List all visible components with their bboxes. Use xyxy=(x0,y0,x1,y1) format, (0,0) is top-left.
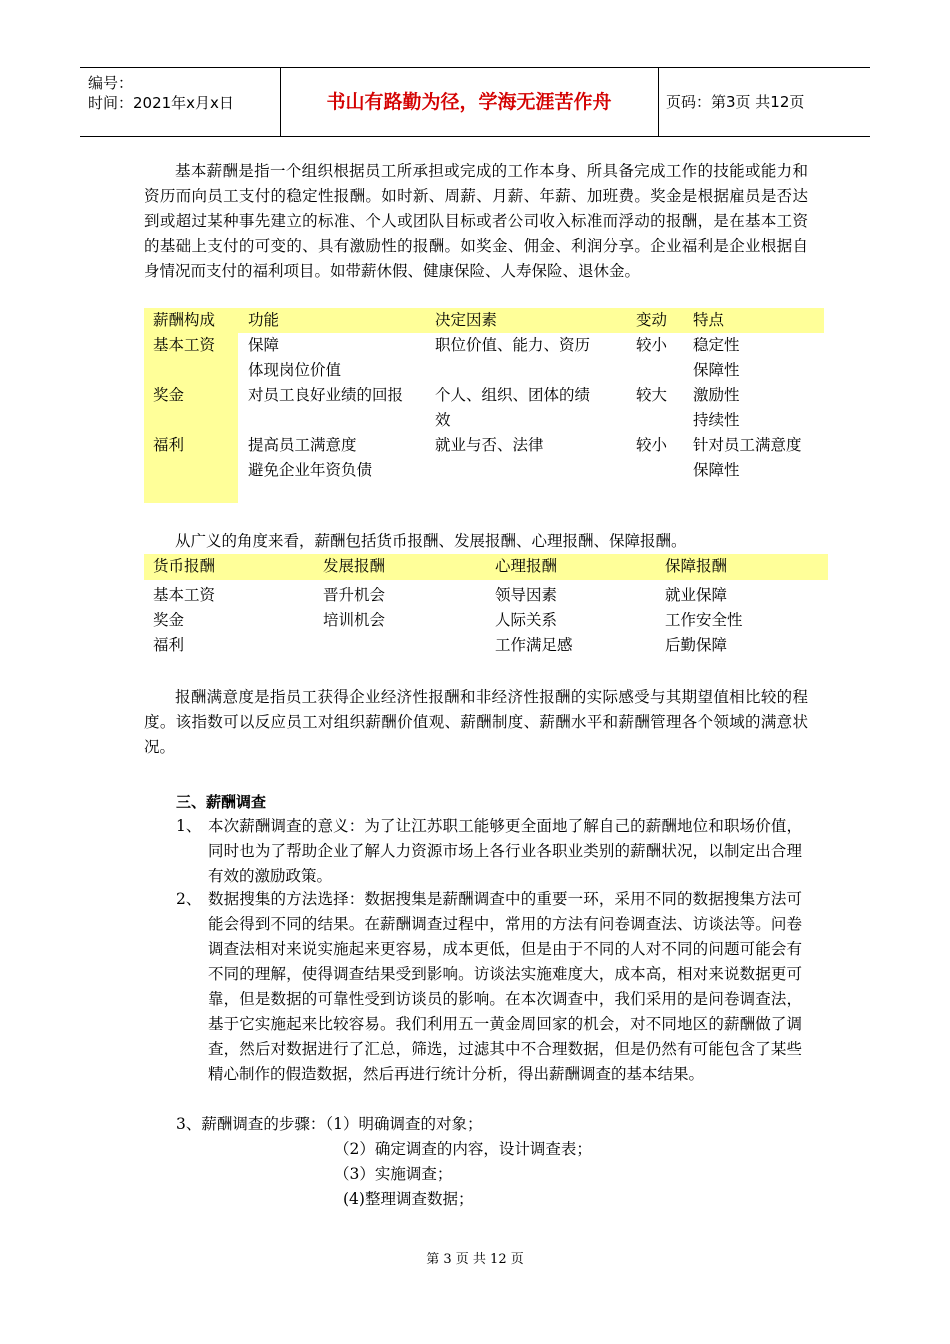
list-item-number: 1、 xyxy=(176,817,202,835)
table-cell: 福利 xyxy=(153,636,185,654)
table-cell: 持续性 xyxy=(693,411,740,429)
table-cell: 工作满足感 xyxy=(495,636,573,654)
table-cell: 保障 xyxy=(248,336,280,354)
table-cell: 职位价值、能力、资历 xyxy=(435,336,591,354)
table-cell: 对员工良好业绩的回报 xyxy=(248,386,404,404)
table-cell: 基本工资 xyxy=(153,336,216,354)
table-header-cell: 心理报酬 xyxy=(495,557,558,575)
paragraph-basic-salary: 基本薪酬是指一个组织根据员工所承担或完成的工作本身、所具备完成工作的技能或能力和资历而向员工支付的稳定性报酬。如时新、周薪、月薪、年薪、加班费。奖金是根据雇员是否达到或超过某种事先建立的标准、个人或团队目标或者公司收入标准而浮动的报酬，是在基本工资的基础上支付的可变的、具有激励性的报酬。如奖金、佣金、利润分享。企业福利是企业根据自身情况而支付的福利项目。如带薪休假、健康保险、人寿保险、退休金。 xyxy=(144,162,808,280)
table-header-cell: 变动 xyxy=(636,311,668,329)
table-cell: 较小 xyxy=(636,336,668,354)
step-item: (4)整理调查数据； xyxy=(343,1190,474,1208)
table-cell: 奖金 xyxy=(153,386,185,404)
table-header-cell: 决定因素 xyxy=(435,311,498,329)
table-cell: 针对员工满意度 xyxy=(693,436,802,454)
table-header-cell: 功能 xyxy=(248,311,280,329)
list-item-text: 数据搜集的方法选择：数据搜集是薪酬调查中的重要一环，采用不同的数据搜集方法可能会得到不同的结果。在薪酬调查过程中，常用的方法有问卷调查法、访谈法等。问卷调查法相对来说实施起来更容易，成本更低，但是由于不同的人对不同的问题可能会有不同的理解，使得调查结果受到影响。访谈法实施难度大，成本高，相对来说数据更可靠，但是数据的可靠性受到访谈员的影响。在本次调查中，我们采用的是问卷调查法，基于它实施起来比较容易。我们利用五一黄金周回家的机会，对不同地区的薪酬做了调查，然后对数据进行了汇总，筛选，过滤其中不合理数据，但是仍然有可能包含了某些精心制作的假造数据，然后再进行统计分析，得出薪酬调查的基本结果。 xyxy=(208,890,802,1083)
table-cell: 效 xyxy=(435,411,451,429)
table-cell: 体现岗位价值 xyxy=(248,361,342,379)
table-cell: 较小 xyxy=(636,436,668,454)
table-header-cell: 货币报酬 xyxy=(153,557,216,575)
steps-intro: 3、薪酬调查的步骤：（1）明确调查的对象； xyxy=(176,1115,483,1133)
page-header xyxy=(80,67,870,137)
header-page-info: 页码：第3页 共12页 xyxy=(666,93,805,111)
table-cell: 较大 xyxy=(636,386,668,404)
table-cell: 个人、组织、团体的绩 xyxy=(435,386,591,404)
table-cell: 培训机会 xyxy=(323,611,386,629)
table-cell: 稳定性 xyxy=(693,336,740,354)
paragraph-satisfaction: 报酬满意度是指员工获得企业经济性报酬和非经济性报酬的实际感受与其期望值相比较的程度。该指数可以反应员工对组织薪酬价值观、薪酬制度、薪酬水平和薪酬管理各个领域的满意状况。 xyxy=(144,688,808,756)
table-cell: 基本工资 xyxy=(153,586,216,604)
table-cell: 福利 xyxy=(153,436,185,454)
table-cell: 提高员工满意度 xyxy=(248,436,357,454)
table-cell: 后勤保障 xyxy=(665,636,728,654)
table-cell: 领导因素 xyxy=(495,586,558,604)
table-cell: 激励性 xyxy=(693,386,740,404)
paragraph-broad-salary: 从广义的角度来看，薪酬包括货币报酬、发展报酬、心理报酬、保障报酬。 xyxy=(175,532,687,550)
list-item-text: 本次薪酬调查的意义：为了让江苏职工能够更全面地了解自己的薪酬地位和职场价值，同时也为了帮助企业了解人力资源市场上各行业各职业类别的薪酬状况，以制定出合理有效的激励政策。 xyxy=(208,817,802,885)
table-cell: 保障性 xyxy=(693,361,740,379)
table-cell: 人际关系 xyxy=(495,611,558,629)
section-title: 三、薪酬调查 xyxy=(176,793,267,811)
number-label: 编号： xyxy=(88,74,134,92)
page-footer: 第 3 页 共 12 页 xyxy=(426,1252,524,1267)
time-label: 时间：2021年x月x日 xyxy=(88,94,234,112)
table-header-cell: 保障报酬 xyxy=(665,557,728,575)
table-cell: 晋升机会 xyxy=(323,586,386,604)
header-motto: 书山有路勤为径，学海无涯苦作舟 xyxy=(280,68,659,136)
table-header-cell: 特点 xyxy=(693,311,725,329)
table-cell: 避免企业年资负债 xyxy=(248,461,373,479)
table-cell: 就业保障 xyxy=(665,586,728,604)
table-header-cell: 发展报酬 xyxy=(323,557,386,575)
first-column-highlight xyxy=(144,333,238,503)
step-item: （3）实施调查； xyxy=(334,1165,453,1183)
table-cell: 就业与否、法律 xyxy=(435,436,544,454)
table-cell: 奖金 xyxy=(153,611,185,629)
table-cell: 保障性 xyxy=(693,461,740,479)
header-meta xyxy=(80,68,281,136)
table-header-cell: 薪酬构成 xyxy=(153,311,216,329)
table-cell: 工作安全性 xyxy=(665,611,743,629)
step-item: （2）确定调查的内容，设计调查表； xyxy=(334,1140,592,1158)
list-item-number: 2、 xyxy=(176,890,202,908)
